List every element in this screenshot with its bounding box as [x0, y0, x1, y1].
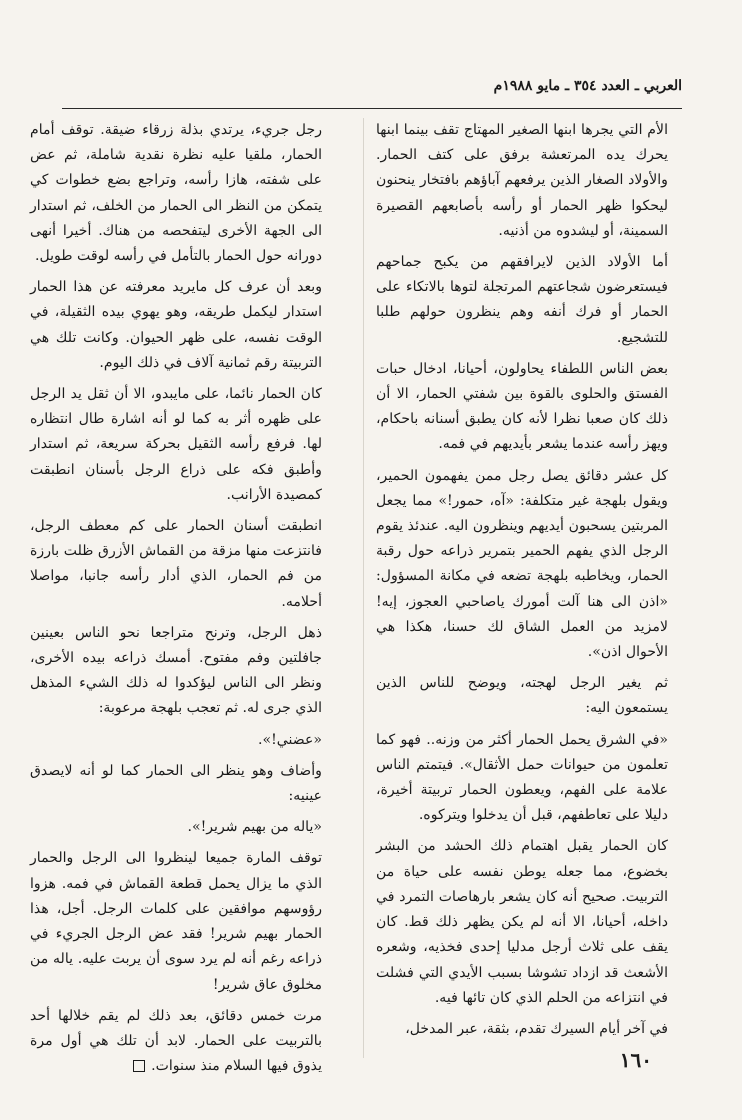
paragraph: ذهل الرجل، وترنح متراجعا نحو الناس بعينين جافلتين وفم مفتوح. أمسك ذراعه بيده الأخرى، ونظر الى الناس ليؤكدوا له ذلك الشيء المذهل الذي جرى له. ثم تعجب بلهجة مرعوبة:	[30, 624, 322, 717]
paragraph: انطبقت أسنان الحمار على كم معطف الرجل، فانتزعت منها مزقة من القماش الأزرق ظلت بارزة من فم الحمار، الذي أدار رأسه جانبا، مواصلا أحلامه.	[30, 518, 322, 610]
page-number: ١٦٠	[619, 1048, 652, 1072]
paragraph: أما الأولاد الذين لايرافقهم من يكبح جماحهم فيستعرضون شجاعتهم المرتجلة لتوها بالاتكاء على الحمار أو فرك أنفه وهم ينظرون حولهم طلبا للتشجيع.	[376, 254, 668, 346]
running-header: العربي ـ العدد ٣٥٤ ـ مايو ١٩٨٨م	[493, 78, 682, 94]
paragraph: كل عشر دقائق يصل رجل ممن يفهمون الحمير، ويقول بلهجة غير متكلفة: «آه، حمور!» مما يجعل المربتين يسحبون أيديهم وينظرون اليه. عندئذ يقوم الرجل الذي يفهم الحمير بتمرير ذراعه حول رقبة الحمار، ويخاطبه بلهجة تضعه في مكانة المسؤول: «اذن الى هنا آلت أمورك ياصاحبي العجوز، إيه! لامزيد من العمل الشاق لك حسنا، هكذا هي الأحوال اذن».	[376, 467, 668, 661]
last-paragraph	[30, 1004, 322, 1080]
paragraph: كان الحمار يقبل اهتمام ذلك الحشد من البشر بخضوع، مما جعله يوطن نفسه على حياة من التربيت. صحيح أنه كان يشعر بارهاصات التمرد في داخله، أحيانا، الا أنه لم يكن يظهر ذلك قط. كان يقف على ثلاث أرجل مدليا إحدى فخذيه، وشعره الأشعث قد ازداد تشوشا بسبب الأيدي التي فشلت في انتزاعه من الحلم الذي كان تائها فيه.	[376, 838, 668, 1006]
paragraph: في آخر أيام السيرك تقدم، بثقة، عبر المدخل،	[405, 1020, 668, 1037]
header-rule	[62, 108, 682, 109]
paragraph: «عضني!».	[257, 731, 322, 748]
paragraph: بعض الناس اللطفاء يحاولون، أحيانا، ادخال حبات الفستق والحلوى بالقوة بين شفتي الحمار، الا أن ذلك كان صعبا نظرا لأنه كان يطبق أسنانه باحكام، ويهز رأسه عندما يشعر بأيديهم في فمه.	[376, 360, 668, 453]
right-column	[376, 118, 668, 1048]
paragraph: رجل جريء، يرتدي بذلة زرقاء ضيقة. توقف أمام الحمار، ملقيا عليه نظرة نقدية شاملة، ثم عض على شفته، هازا رأسه، وتراجع بضع خطوات كي يتمكن من النظر الى الحمار من الخلف، ثم استدار الى الجهة الأخرى ليتفحصه من هناك. أخيرا أنهى دورانه حول الحمار بالتأمل في رأسه لوقت طويل.	[30, 122, 322, 265]
paragraph: وبعد أن عرف كل مايريد معرفته عن هذا الحمار استدار ليكمل طريقه، وهو يهوي بيده الثقيلة، في الوقت نفسه، على ظهر الحيوان. وكانت تلك هي التربيتة رقم ثمانية آلاف في ذلك اليوم.	[30, 279, 322, 371]
paragraph: ثم يغير الرجل لهجته، ويوضح للناس الذين يستمعون اليه:	[376, 675, 668, 717]
paragraph: «ياله من بهيم شرير!».	[187, 819, 322, 836]
end-of-article-mark	[133, 1060, 145, 1072]
column-divider	[363, 118, 364, 1058]
left-column	[30, 118, 322, 1085]
paragraph-text: مرت خمس دقائق، بعد ذلك لم يقم خلالها أحد بالتربيت على الحمار. لابد أن تلك هي أول مرة يذوق فيها السلام منذ سنوات.	[30, 1007, 322, 1075]
paragraph: وأضاف وهو ينظر الى الحمار كما لو أنه لايصدق عينيه:	[30, 762, 322, 805]
paragraph: الأم التي يجرها ابنها الصغير المهتاج تقف بينما ابنها يحرك يده المرتعشة برفق على كتف الحمار. والأولاد الصغار الذين يرفعهم آباؤهم بافتخار ينحنون ليحكوا ظهر الحمار أو رأسه بأصابعهم القصيرة السمينة، أو ليشدوه من أذنيه.	[376, 122, 668, 239]
paragraph: كان الحمار نائما، على مايبدو، الا أن ثقل يد الرجل على ظهره أثر به كما لو أنه اشارة طال انتظاره لها. فرفع رأسه الثقيل بحركة سريعة، ثم استدار وأطبق فكه على ذراع الرجل بأسنان انطبقت كمصيدة الأرانب.	[30, 386, 322, 503]
paragraph: توقف المارة جميعا لينظروا الى الرجل والحمار الذي ما يزال يحمل قطعة القماش في فمه. هزوا رؤوسهم موافقين على كلمات الرجل. أجل، هذا الحمار بهيم شرير! فقد عض الرجل الجريء في ذراعه رغم أنه لم يرد سوى أن يربت عليه. ياله من مخلوق عاق شرير!	[30, 850, 322, 993]
paragraph: «في الشرق يحمل الحمار أكثر من وزنه.. فهو كما تعلمون من حيوانات حمل الأثقال». فيتمتم الناس علامة على الفهم، ويعطون الحمار تربيتة أخيرة، دليلا على تعاطفهم، قبل أن يدخلوا ويتركوه.	[376, 731, 668, 824]
